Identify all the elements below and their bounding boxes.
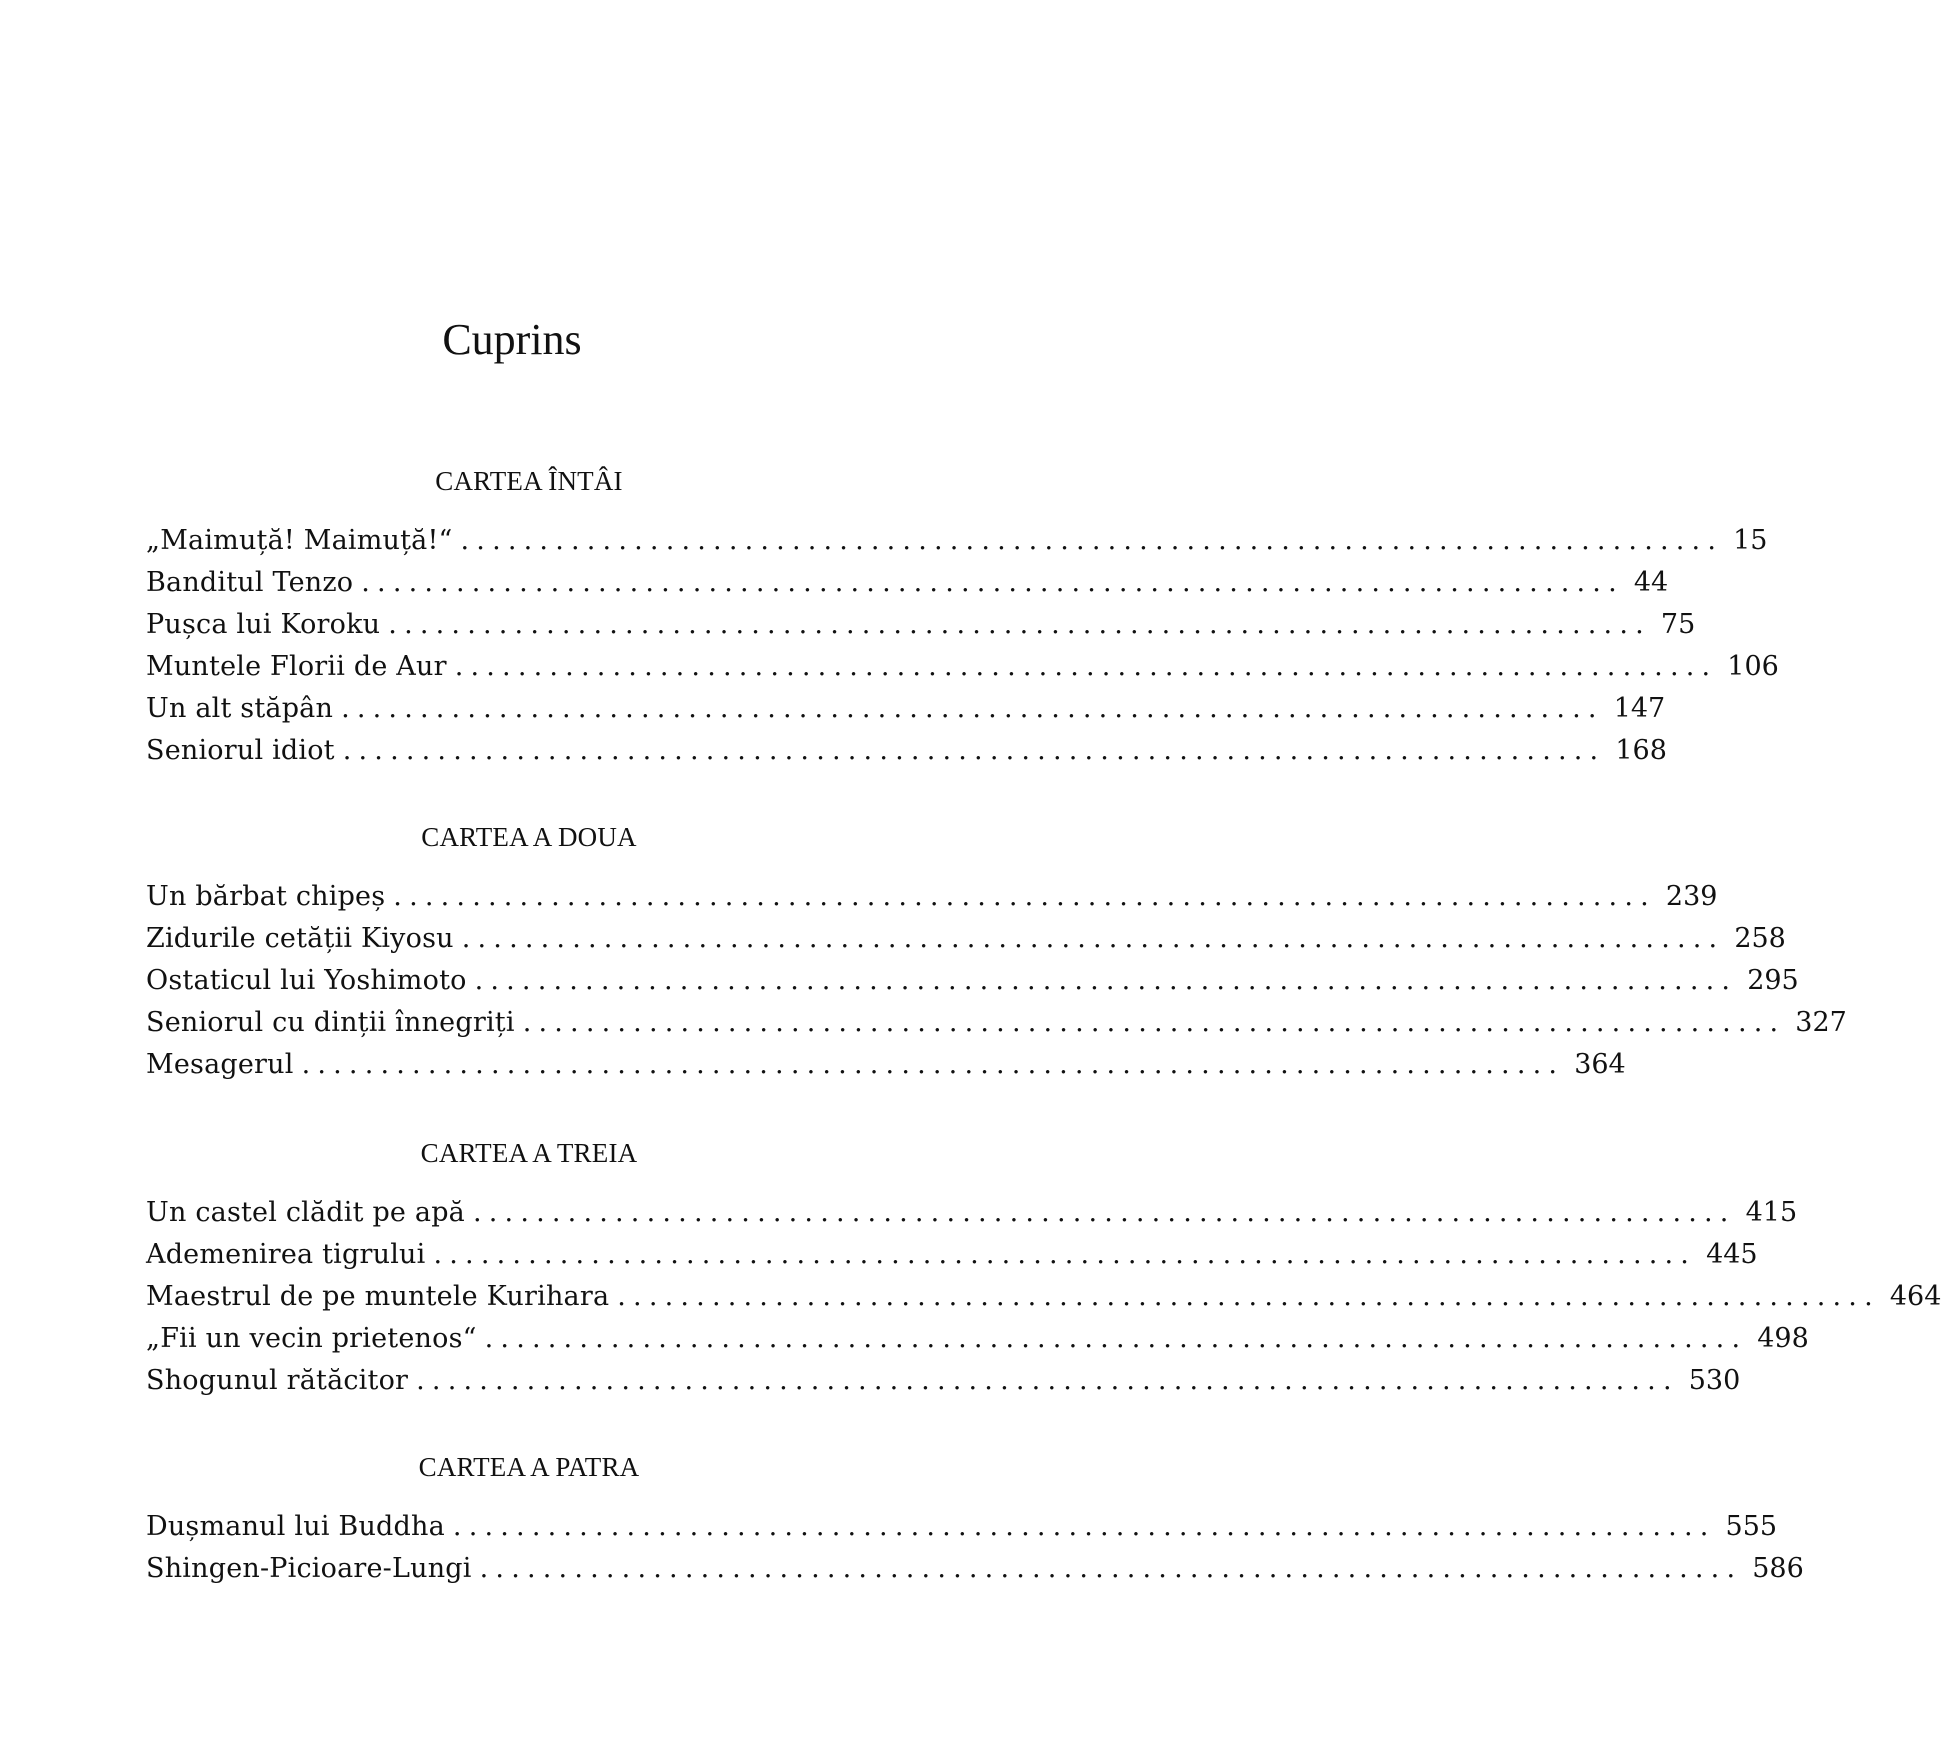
toc-section-book-3 [146,1138,1941,1402]
toc-section-book-2 [146,822,1847,1086]
section-heading: CARTEA A TREIA [420,1138,638,1168]
dot-leader: ................................................................................ [460,525,1724,556]
section-heading: CARTEA A DOUA [421,822,637,852]
entry-page-number: 15 [1733,525,1768,556]
toc-entry[interactable] [146,520,1768,562]
toc-entry[interactable] [146,1234,1758,1276]
dot-leader: ................................................................................ [342,735,1606,766]
entry-title: Un alt stăpân [146,693,334,724]
dot-leader: ................................................................................ [341,693,1604,724]
entry-title: Ademenirea tigrului [146,1239,426,1270]
entry-page-number: 415 [1745,1197,1798,1228]
dot-leader: ................................................................................ [361,567,1624,598]
entry-page-number: 106 [1727,651,1779,682]
entry-title: Maestrul de pe muntele Kurihara [146,1281,610,1312]
toc-entry[interactable] [146,960,1799,1002]
toc-section-book-1 [146,466,1779,772]
dot-leader: ................................................................................ [617,1281,1880,1312]
entry-page-number: 44 [1633,567,1669,598]
toc-entry[interactable] [146,562,1669,604]
entry-title: Shingen-Picioare-Lungi [146,1553,472,1584]
section-heading: CARTEA ÎNTÂI [435,466,623,496]
entry-page-number: 239 [1665,881,1718,912]
toc-entry[interactable] [146,918,1786,960]
entry-title: Muntele Florii de Aur [146,651,447,682]
entry-title: Ostaticul lui Yoshimoto [146,965,467,996]
toc-entry[interactable] [146,604,1696,646]
table-of-contents [146,466,1941,1640]
dot-leader: ................................................................................ [472,1197,1736,1228]
entry-title: Un castel clădit pe apă [146,1197,465,1228]
entry-title: „Fii un vecin prietenos“ [146,1323,477,1354]
entry-page-number: 295 [1747,965,1799,996]
dot-leader: ................................................................................ [461,923,1725,954]
toc-entry[interactable] [146,1044,1626,1086]
entry-title: Mesagerul [146,1049,294,1080]
entry-title: Dușmanul lui Buddha [146,1511,445,1542]
entry-title: Pușca lui Koroku [146,609,381,640]
page-title: Cuprins [442,315,582,364]
dot-leader: ................................................................................ [479,1553,1743,1584]
entry-page-number: 464 [1889,1281,1941,1312]
dot-leader: ................................................................................ [474,965,1738,996]
dot-leader: ................................................................................ [484,1323,1748,1354]
dot-leader: ................................................................................ [301,1049,1565,1080]
toc-entry[interactable] [146,1360,1741,1402]
dot-leader: ................................................................................ [416,1365,1679,1396]
dot-leader: ................................................................................ [454,651,1718,682]
entry-page-number: 147 [1613,693,1666,724]
entry-page-number: 168 [1615,735,1667,766]
toc-entry[interactable] [146,730,1667,772]
entry-page-number: 75 [1660,609,1696,640]
entry-page-number: 498 [1757,1323,1809,1354]
toc-entry[interactable] [146,1192,1798,1234]
toc-entry[interactable] [146,1506,1778,1548]
dot-leader: ................................................................................ [393,881,1656,912]
toc-entry[interactable] [146,1318,1809,1360]
entry-title: Seniorul cu dinții înnegriți [146,1007,515,1038]
toc-entry[interactable] [146,688,1666,730]
toc-section-book-4 [146,1452,1804,1590]
toc-entry[interactable] [146,1002,1847,1044]
dot-leader: ................................................................................ [433,1239,1697,1270]
section-heading: CARTEA A PATRA [418,1452,640,1482]
entry-page-number: 327 [1795,1007,1847,1038]
entry-title: Banditul Tenzo [146,567,354,598]
entry-page-number: 586 [1752,1553,1804,1584]
entry-page-number: 445 [1706,1239,1758,1270]
toc-entry[interactable] [146,646,1779,688]
entry-title: „Maimuță! Maimuță!“ [146,525,453,556]
entry-page-number: 364 [1574,1049,1626,1080]
dot-leader: ................................................................................ [388,609,1651,640]
entry-page-number: 555 [1725,1511,1778,1542]
entry-page-number: 530 [1688,1365,1741,1396]
dot-leader: ................................................................................ [522,1007,1786,1038]
toc-entry[interactable] [146,876,1718,918]
entry-title: Zidurile cetății Kiyosu [146,923,454,954]
entry-page-number: 258 [1734,923,1786,954]
entry-title: Shogunul rătăcitor [146,1365,409,1396]
toc-entry[interactable] [146,1548,1804,1590]
dot-leader: ................................................................................ [452,1511,1716,1542]
entry-title: Seniorul idiot [146,735,335,766]
entry-title: Un bărbat chipeș [146,881,386,912]
toc-entry[interactable] [146,1276,1941,1318]
